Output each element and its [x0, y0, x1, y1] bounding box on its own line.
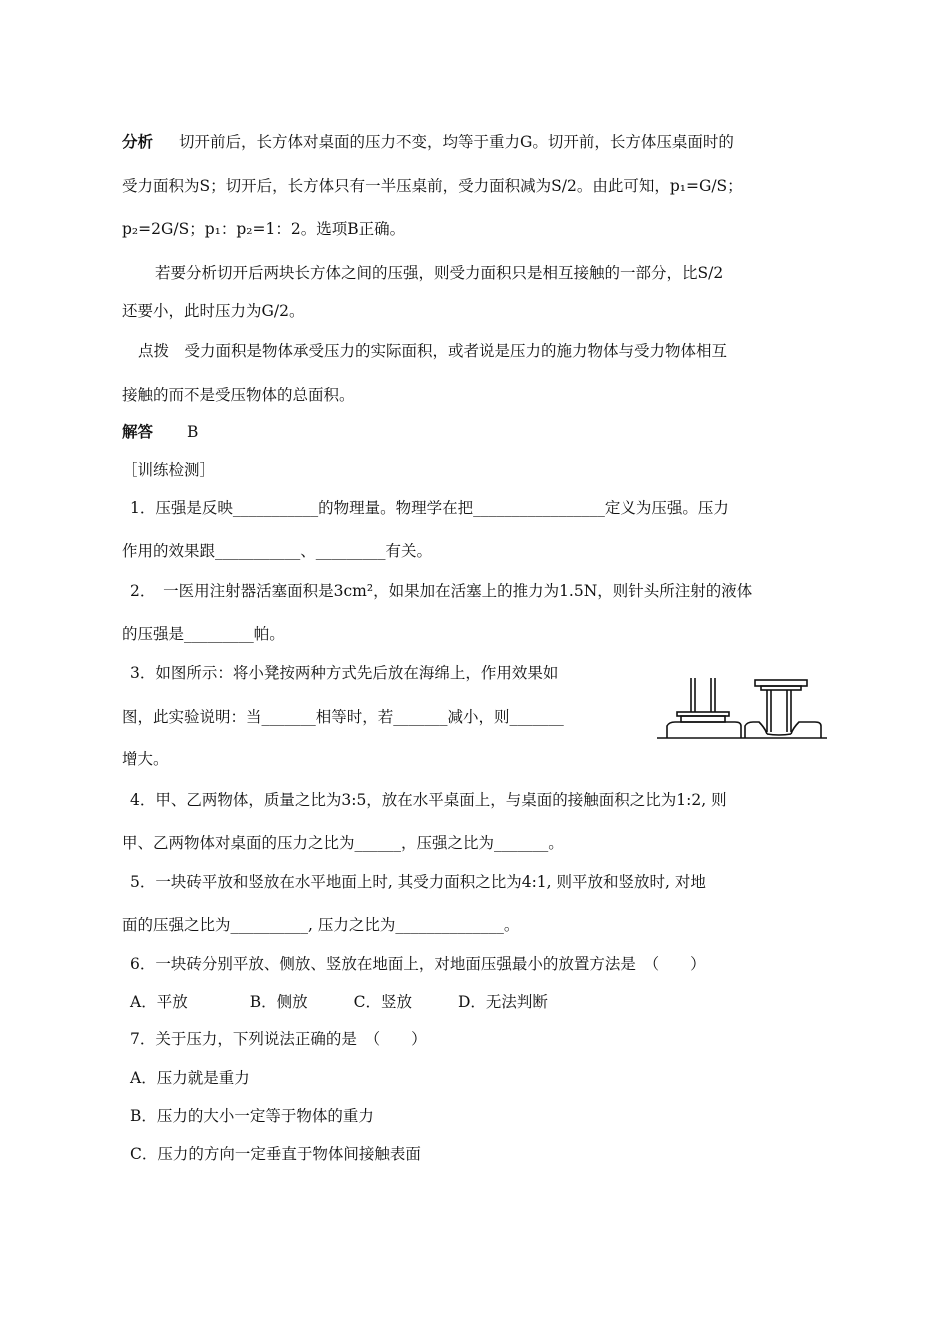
stool-sponge-figure: [655, 672, 830, 742]
left-stool-top: [677, 712, 729, 716]
right-stool-apron: [761, 686, 801, 690]
analysis-text-1: 切开前后，长方体对桌面的压力不变，均等于重力G。切开前，长方体压桌面时的: [179, 133, 734, 151]
tip-line-1: 点拨 受力面积是物体承受压力的实际面积，或者说是压力的施力物体与受力物体相互: [138, 342, 728, 360]
analysis-line-3: p₂=2G/S；p₁：p₂=1：2。选项B正确。: [122, 220, 406, 238]
answer-label: 解答: [122, 423, 154, 441]
q7-option-a: A．压力就是重力: [130, 1069, 250, 1087]
q7-option-c: C．压力的方向一定垂直于物体间接触表面: [130, 1145, 421, 1163]
section-title: ［训练检测］: [122, 461, 216, 479]
q4-line-2: 甲、乙两物体对桌面的压力之比为______，压强之比为_______。: [122, 834, 564, 852]
left-sponge: [667, 722, 741, 738]
q5-line-1: 5．一块砖平放和竖放在水平地面上时, 其受力面积之比为4:1, 则平放和竖放时, 对地: [130, 873, 706, 891]
q3-line-2: 图，此实验说明：当_______相等时，若_______减小，则_______: [122, 708, 564, 726]
q3-line-3: 增大。: [122, 750, 169, 768]
q7-stem: 7．关于压力，下列说法正确的是 （ ）: [130, 1030, 427, 1048]
q6-option-a: A．平放: [130, 993, 188, 1011]
q6-option-c: C．竖放: [353, 993, 412, 1011]
q5-line-2: 面的压强之比为__________, 压力之比为______________。: [122, 916, 520, 934]
right-sponge-dent: [767, 734, 791, 735]
q1-line-1: 1．压强是反映___________的物理量。物理学在把_________________定义为压强。压力: [130, 499, 729, 517]
analysis-label: 分析: [122, 133, 154, 151]
analysis-line-4: 若要分析切开后两块长方体之间的压强，则受力面积只是相互接触的一部分，比S/2: [155, 264, 724, 282]
q3-line-1: 3．如图所示：将小凳按两种方式先后放在海绵上，作用效果如: [130, 664, 559, 682]
q1-line-2: 作用的效果跟___________、_________有关。: [122, 542, 433, 560]
analysis-line-5: 还要小，此时压力为G/2。: [122, 302, 305, 320]
answer-line: [122, 421, 198, 443]
q6-options: [130, 991, 548, 1013]
answer-value: B: [187, 423, 199, 441]
analysis-line-2: 受力面积为S；切开后，长方体只有一半压桌前，受力面积减为S/2。由此可知，p₁=G/S；: [122, 177, 743, 195]
left-stool-seat: [681, 716, 725, 722]
q6-option-d: D．无法判断: [457, 993, 548, 1011]
right-stool-seat: [755, 680, 807, 686]
q6-option-b: B．侧放: [249, 993, 308, 1011]
q6-stem: 6．一块砖分别平放、侧放、竖放在地面上，对地面压强最小的放置方法是 （ ）: [130, 955, 706, 973]
q2-line-2: 的压强是_________帕。: [122, 625, 285, 643]
q4-line-1: 4．甲、乙两物体，质量之比为3:5，放在水平桌面上，与桌面的接触面积之比为1:2, 则: [130, 791, 727, 809]
tip-line-2: 接触的而不是受压物体的总面积。: [122, 386, 355, 404]
q2-line-1: 2． 一医用注射器活塞面积是3cm²，如果加在活塞上的推力为1.5N，则针头所注射的液体: [130, 582, 753, 600]
q7-option-b: B．压力的大小一定等于物体的重力: [130, 1107, 374, 1125]
analysis-line-1: [122, 131, 734, 153]
